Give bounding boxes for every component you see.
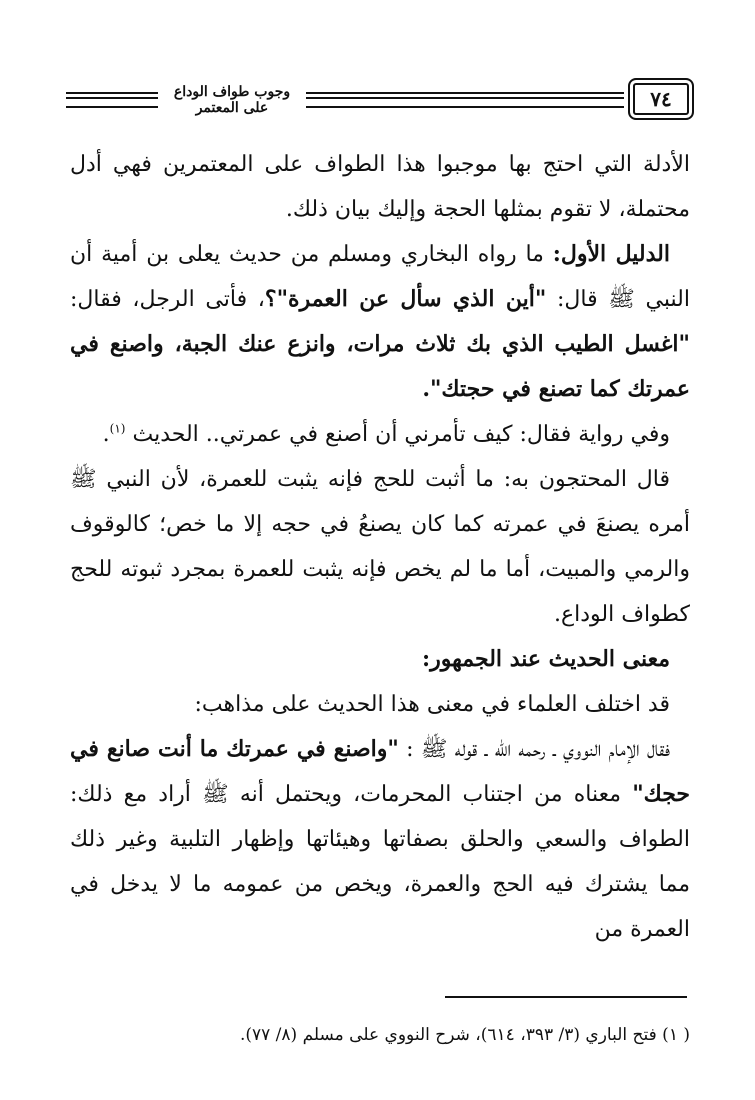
header-title: وجوب طواف الوداع على المعتمر	[173, 84, 291, 116]
header-decorative-lines-middle	[306, 92, 624, 108]
paragraph-4: قال المحتجون به: ما أثبت للحج فإنه يثبت للعمرة، لأن النبي ﷺ أمره يصنعَ في عمرته كما كان يصنعُ في حجه إلا ما خص؛ كالوقوف والرمي والمبيت، أما ما لم يخص فإنه يثبت للعمرة بمجرد ثبوته للحج كطواف الوداع.	[70, 467, 690, 627]
paragraph-3	[70, 412, 690, 457]
hadith-quote-1: "أين الذي سأل عن العمرة"؟	[264, 286, 547, 312]
paragraph-6-text-b: معناه من اجتناب المحرمات، ويحتمل أنه ﷺ أراد مع ذلك: الطواف والسعي والحلق بصفاتها وهيئاتها وإظهار التلبية وغير ذلك مما يشترك فيه الحج والعمرة، ويخص من عمومه ما لا يدخل في العمرة من	[70, 782, 690, 942]
hadith-quote-2: "اغسل الطيب الذي بك ثلاث مرات، وانزع عنك الجبة، واصنع في عمرتك كما تصنع في حجتك".	[70, 331, 690, 402]
evidence-label: الدليل الأول:	[552, 241, 670, 267]
main-text	[70, 142, 690, 952]
paragraph-1: الأدلة التي احتج بها موجبوا هذا الطواف على المعتمرين فهي أدل محتملة، لا تقوم بمثلها الحجة وإليك بيان ذلك.	[70, 152, 690, 222]
paragraph-3-end: .	[102, 422, 110, 447]
paragraph-5: قد اختلف العلماء في معنى هذا الحديث على مذاهب:	[194, 692, 670, 717]
paragraph-6-text-a: فقال الإمام النووي ـ رحمه الله ـ قوله ﷺ :	[398, 737, 671, 762]
section-heading: معنى الحديث عند الجمهور:	[422, 646, 670, 672]
header-decorative-lines-left	[66, 92, 158, 108]
hadith-quote-3: "واصنع في عمرتك ما أنت صانع في حجك"	[70, 736, 690, 807]
footnote: ( ١) فتح الباري (٣/ ٣٩٣، ٦١٤)، شرح النووي على مسلم (٨/ ٧٧).	[239, 1025, 690, 1045]
paragraph-3-text: وفي رواية فقال: كيف تأمرني أن أصنع في عمرتي.. الحديث	[132, 422, 670, 447]
paragraph-2-text-a: ما رواه البخاري ومسلم من حديث يعلى بن أمية أن النبي ﷺ قال:	[70, 242, 690, 312]
running-header	[58, 78, 700, 122]
paragraph-2	[70, 232, 690, 412]
page-number-frame	[628, 78, 694, 120]
paragraph-6	[70, 727, 690, 952]
page-number: ٧٤	[650, 87, 672, 111]
footnote-divider	[445, 996, 687, 998]
paragraph-2-text-b: ، فأتى الرجل، فقال:	[70, 287, 265, 312]
footnote-ref: (١)	[109, 421, 126, 436]
